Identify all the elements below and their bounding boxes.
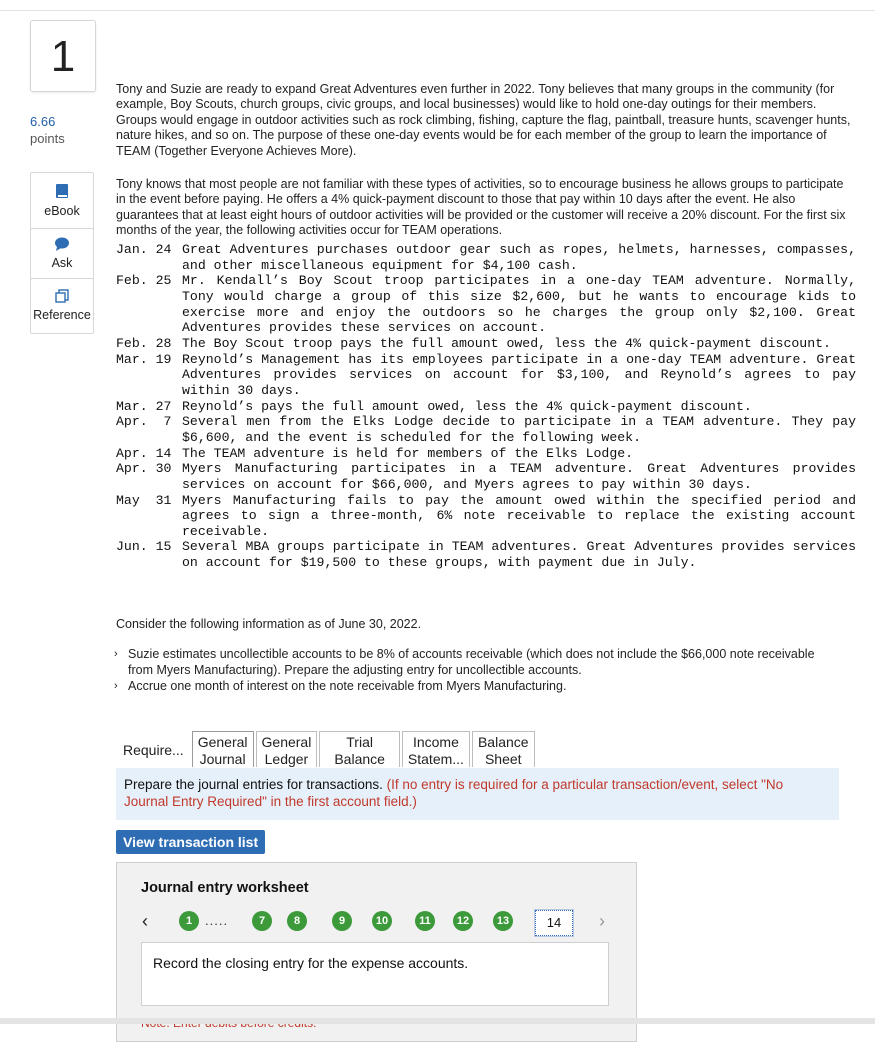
transaction-row: [116, 242, 856, 273]
worksheet-title: Journal entry worksheet: [141, 880, 309, 896]
list-item: [112, 679, 842, 695]
transaction-text: Mr. Kendall’s Boy Scout troop participates in a one-day TEAM adventure. Normally, Tony would charge a group of this size $2,600, but he wants to encourage kids to exercise more and enjoy the outdoors so he charges the group only $2,100. Great Adventures provides these services on account.: [182, 273, 856, 336]
transaction-row: [116, 446, 856, 462]
transaction-row: [116, 493, 856, 540]
bullet-text: Accrue one month of interest on the note receivable from Myers Manufacturing.: [128, 679, 567, 694]
transaction-date: Jan. 24: [116, 242, 172, 257]
points-label: points: [30, 131, 65, 146]
tab-general-ledger[interactable]: General Ledger: [256, 731, 318, 767]
tab-income-statement[interactable]: Income Statem...: [402, 731, 470, 767]
ask-label: Ask: [51, 256, 73, 270]
record-instruction: Record the closing entry for the expense accounts.: [141, 942, 609, 1006]
book-icon: [31, 183, 93, 202]
points-value: 6.66: [30, 114, 56, 129]
step-button-11[interactable]: 11: [415, 911, 435, 931]
transaction-row: [116, 399, 856, 415]
transaction-date: Apr. 30: [116, 461, 172, 477]
transaction-date: Feb. 25: [116, 273, 172, 289]
chevron-right-icon[interactable]: ›: [599, 911, 605, 931]
transaction-date: Apr. 14: [116, 445, 172, 461]
view-transaction-list-button[interactable]: View transaction list: [116, 830, 265, 854]
instructions-main: Prepare the journal entries for transactions.: [124, 777, 383, 792]
worksheet-tabs: [116, 731, 537, 767]
step-button-10[interactable]: 10: [372, 911, 392, 931]
tab-general-journal[interactable]: General Journal: [192, 731, 254, 767]
transaction-row: [116, 273, 856, 336]
transaction-text: Reynold’s pays the full amount owed, less the 4% quick-payment discount.: [182, 398, 752, 414]
requirements-list: [112, 647, 842, 696]
ebook-button[interactable]: [30, 172, 94, 232]
step-button-13[interactable]: 13: [493, 911, 513, 931]
tab-trial-balance[interactable]: Trial Balance: [319, 731, 400, 767]
question-number: 1: [30, 20, 96, 92]
ask-button[interactable]: [30, 228, 94, 280]
ebook-label: eBook: [44, 204, 80, 218]
reference-label: Reference: [33, 308, 91, 322]
tab-balance-sheet[interactable]: Balance Sheet: [472, 731, 535, 767]
problem-paragraph-1: Tony and Suzie are ready to expand Great Adventures even further in 2022. Tony believes that many groups in the community (for example, Boy Scouts, church groups, civic groups, and local businesses) would like to hold one-day outings for their members. Groups would engage in outdoor activities such as rock climbing, fishing, capture the flag, paintball, treasure hunts, scavenger hunts, nature hikes, and so on. The purpose of these one-day events would be for each member of the group to learn the importance of TEAM (Together Everyone Achieves More).: [116, 81, 851, 158]
instructions-note: (If no entry is required for a particular transaction/event, select "No Journal Entry Required" in the first account field.): [124, 777, 784, 809]
worksheet-pager: [139, 910, 619, 934]
transaction-text: Several MBA groups participate in TEAM adventures. Great Adventures provides services on account for $19,500 to these groups, with payment due in July.: [182, 539, 856, 571]
transaction-date: Mar. 27: [116, 398, 172, 414]
bullet-icon: ›: [114, 648, 118, 660]
instructions-banner: [116, 768, 839, 820]
transaction-row: [116, 461, 856, 492]
step-button-9[interactable]: 9: [332, 911, 352, 931]
chat-bubble-icon: [31, 237, 93, 254]
step-button-12[interactable]: 12: [453, 911, 473, 931]
top-divider: [0, 10, 875, 11]
reference-button[interactable]: [30, 278, 94, 334]
transaction-text: The Boy Scout troop pays the full amount owed, less the 4% quick-payment discount.: [182, 335, 831, 351]
transaction-date: Feb. 28: [116, 335, 172, 351]
reference-icon: [31, 289, 93, 306]
transaction-row: [116, 414, 856, 445]
transaction-row: [116, 352, 856, 399]
transaction-date: May 31: [116, 492, 172, 508]
transaction-date: Apr. 7: [116, 414, 172, 430]
pager-ellipsis: .....: [205, 913, 229, 928]
journal-entry-worksheet: [116, 862, 637, 1042]
consider-heading: Consider the following information as of June 30, 2022.: [116, 617, 422, 631]
transaction-text: Myers Manufacturing fails to pay the amount owed within the specified period and agrees to sign a three-month, 6% note receivable to replace the existing account receivable.: [182, 492, 856, 539]
transaction-text: Several men from the Elks Lodge decide to participate in a TEAM adventure. They pay $6,600, and the event is scheduled for the following week.: [182, 414, 856, 445]
transaction-date: Jun. 15: [116, 539, 172, 555]
transaction-date: Mar. 19: [116, 351, 172, 367]
transaction-row: [116, 539, 856, 570]
transaction-text: Myers Manufacturing participates in a TEAM adventure. Great Adventures provides services on account for $66,000, and Myers agrees to pay within 30 days.: [182, 461, 856, 492]
transaction-row: [116, 336, 856, 352]
transaction-text: Reynold’s Management has its employees participate in a one-day TEAM adventure. Great Adventures provides services on account for $3,100, and Reynold’s agrees to pay within 30 days.: [182, 351, 856, 398]
tab-required[interactable]: Require...: [123, 741, 184, 758]
transaction-text: The TEAM adventure is held for members of the Elks Lodge.: [182, 445, 634, 461]
chevron-left-icon[interactable]: ‹: [142, 911, 148, 931]
transaction-text: Great Adventures purchases outdoor gear such as ropes, helmets, harnesses, compasses, and other miscellaneous equipment for $4,100 cash.: [182, 242, 856, 273]
bullet-icon: ›: [114, 680, 118, 693]
step-button-1[interactable]: 1: [179, 911, 199, 931]
step-button-8[interactable]: 8: [287, 911, 307, 931]
list-item: [112, 647, 842, 678]
step-button-7[interactable]: 7: [252, 911, 272, 931]
current-step-indicator[interactable]: 14: [535, 910, 573, 936]
bottom-scroll-edge: [0, 1018, 875, 1024]
problem-paragraph-2: Tony knows that most people are not familiar with these types of activities, so to encourage business he allows groups to participate in the event before paying. He offers a 4% quick-payment discount to those that pay within 10 days after the event. He also guarantees that at least eight hours of outdoor activities will be provided or the customer will receive a 20% discount. For the first six months of the year, the following activities occur for TEAM operations.: [116, 176, 846, 238]
transaction-list: [116, 242, 856, 571]
bullet-text: Suzie estimates uncollectible accounts to be 8% of accounts receivable (which does not include the $66,000 note receivable from Myers Manufacturing). Prepare the adjusting entry for uncollectible accounts.: [128, 647, 815, 677]
